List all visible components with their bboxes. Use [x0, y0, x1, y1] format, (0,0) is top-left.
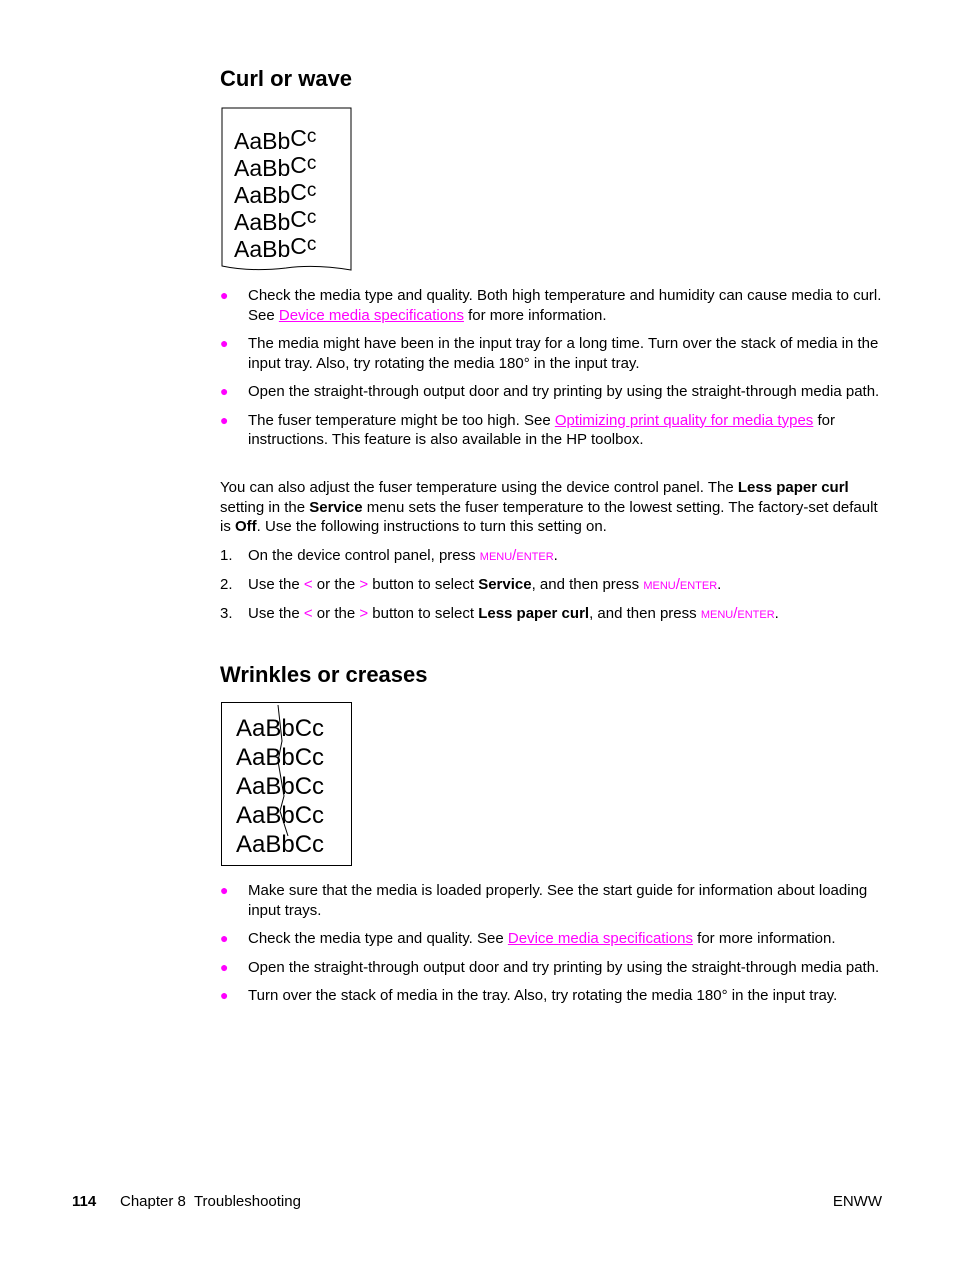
bullet-dot-icon: ●	[220, 958, 229, 975]
bullet-dot-icon: ●	[220, 383, 229, 399]
bullet-dot-icon: ●	[220, 287, 229, 303]
left-arrow-key: <	[303, 576, 313, 593]
wrinkle-sample-line: AaBbCc	[236, 773, 325, 800]
curl-sample-line: AaBbCc	[234, 206, 317, 235]
menu-enter-key: menu/enter	[643, 576, 718, 593]
cross-reference-link[interactable]: Optimizing print quality for media types	[554, 411, 814, 429]
page-number: 114	[72, 1193, 97, 1210]
bullet-dot-icon: ●	[220, 930, 229, 946]
step-item: 3. Use the < or the > button to select Less paper curl, and then press menu/enter.	[220, 605, 779, 622]
footer-right-label: ENWW	[832, 1193, 882, 1210]
left-arrow-key: <	[303, 605, 313, 622]
wrinkle-sample-line: AaBbCc	[236, 831, 325, 858]
cross-reference-link[interactable]: Device media specifications	[278, 306, 464, 324]
right-arrow-key: >	[359, 605, 369, 622]
bullet-item: ● The fuser temperature might be too high. See Optimizing print quality for media types for instructions. This feature is also available in the HP toolbox.	[220, 411, 835, 448]
wrinkle-sample-line: AaBbCc	[236, 715, 325, 742]
heading-curl-or-wave: Curl or wave	[220, 66, 353, 91]
curl-sample-line: AaBbCc	[234, 152, 317, 181]
curl-bullets	[220, 286, 885, 459]
page-footer	[72, 1192, 882, 1211]
bullet-dot-icon: ●	[220, 987, 229, 1003]
cross-reference-link[interactable]: Device media specifications	[507, 930, 693, 947]
right-arrow-key: >	[359, 576, 369, 593]
wrinkle-bullets	[220, 881, 885, 1015]
bullet-item: ● Turn over the stack of media in the tray. Also, try rotating the media 180° in the input tray.	[220, 987, 838, 1004]
curl-sample-line: AaBbCc	[234, 233, 317, 262]
bullet-item: ● The media might have been in the input tray for a long time. Turn over the stack of media in the input tray. Also, try rotating the media 180° in the input tray.	[220, 335, 879, 372]
bullet-item: ● Check the media type and quality. See Device media specifications for more information.	[220, 930, 836, 947]
wrinkle-sample-line: AaBbCc	[236, 744, 325, 771]
bullet-dot-icon: ●	[220, 411, 229, 428]
menu-enter-key: menu/enter	[479, 547, 554, 564]
curl-sample-illustration	[220, 106, 354, 272]
wrinkle-sample-line: AaBbCc	[236, 802, 325, 829]
bullet-dot-icon: ●	[220, 335, 229, 351]
chapter-title: Chapter 8 Troubleshooting	[120, 1193, 301, 1210]
curl-sample-line: AaBbCc	[234, 179, 317, 208]
bullet-dot-icon: ●	[220, 882, 229, 898]
curl-sample-line: AaBbCc	[234, 125, 317, 154]
bullet-item: ● Make sure that the media is loaded properly. See the start guide for information about loading input trays.	[220, 882, 868, 919]
wrinkle-sample-illustration	[220, 701, 354, 867]
heading-wrinkles-or-creases: Wrinkles or creases	[220, 662, 428, 687]
step-item: 1. On the device control panel, press menu/enter.	[220, 547, 558, 564]
bullet-item: ● Check the media type and quality. Both high temperature and humidity can cause media to curl. See Device media specifications for more information.	[220, 287, 882, 324]
step-item: 2. Use the < or the > button to select Service, and then press menu/enter.	[220, 576, 722, 593]
steps-list	[220, 546, 885, 633]
menu-enter-key: menu/enter	[700, 605, 775, 622]
bullet-item: ● Open the straight-through output door and try printing by using the straight-through media path.	[220, 958, 880, 976]
fuser-paragraph: You can also adjust the fuser temperature using the device control panel. The Less paper curl setting in the Service menu sets the fuser temperature to the lowest setting. The factory-set default is Off. Use the following instructions to turn this setting on.	[220, 479, 878, 535]
bullet-item: ● Open the straight-through output door and try printing by using the straight-through media path.	[220, 383, 880, 400]
